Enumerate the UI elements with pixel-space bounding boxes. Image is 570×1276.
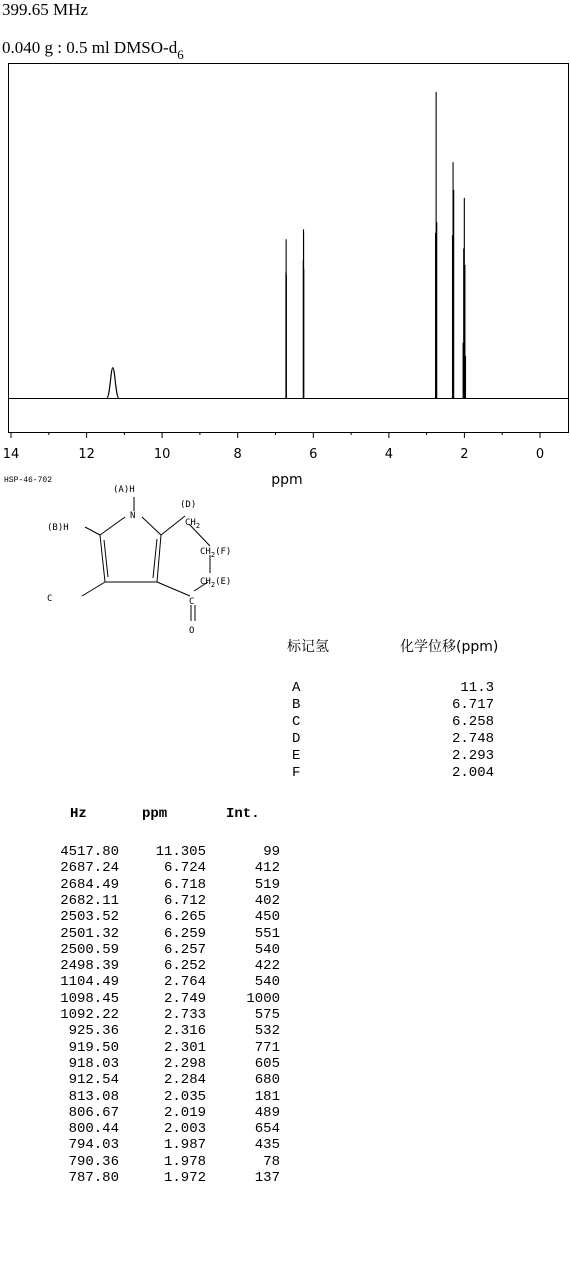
peak-int: 489: [254, 1104, 280, 1121]
peak-ppm: 2.284: [163, 1072, 206, 1089]
spectrum-peaks: [107, 92, 466, 398]
peak-hz: 1092.22: [60, 1007, 119, 1023]
peak-header-ppm: ppm: [142, 806, 168, 822]
peak-hz: 912.54: [68, 1072, 119, 1089]
peak-int: 605: [254, 1055, 280, 1072]
peak-int: 680: [254, 1072, 280, 1089]
peak-ppm: 11.305: [155, 844, 206, 860]
peak-hz: 918.03: [68, 1055, 119, 1072]
peak-ppm: 6.259: [163, 925, 206, 942]
assignment-shift: 6.717: [451, 697, 494, 713]
ch2-d-sub: 2: [195, 522, 201, 530]
assignment-shift: 2.748: [451, 731, 494, 747]
ch2-e-tag: (E): [215, 577, 232, 587]
peak-hz: 4517.80: [60, 844, 119, 860]
peak-int: 771: [254, 1039, 280, 1056]
peak-ppm: 1.978: [163, 1153, 206, 1170]
assignment-label: B: [292, 697, 301, 713]
peak-hz: 787.80: [68, 1170, 119, 1186]
peak-hz: 790.36: [68, 1153, 119, 1170]
peak-hz: 1104.49: [60, 974, 119, 991]
peak-ppm: 1.987: [163, 1137, 206, 1154]
peak-int: 435: [254, 1137, 280, 1154]
peak-hz: 925.36: [68, 1023, 119, 1040]
assignment-label: C: [292, 714, 301, 730]
label-a: (A)H: [113, 485, 135, 495]
peak-ppm: 2.749: [163, 990, 206, 1007]
ch2-f-text: CH: [200, 547, 211, 557]
assignment-label: F: [292, 765, 301, 781]
assignment-header-shift: 化学位移(ppm): [400, 639, 499, 655]
ch2-f-sub: 2: [210, 551, 216, 559]
peak-ppm: 6.718: [163, 876, 206, 893]
peak-int: 519: [254, 876, 280, 893]
peak-int: 1000: [246, 990, 280, 1007]
peak-int: 551: [254, 925, 280, 942]
nmr-spectrum-chart: [0, 0, 570, 490]
peak-ppm: 1.972: [163, 1170, 206, 1186]
peak-ppm: 2.035: [163, 1088, 206, 1105]
peak-int: 532: [254, 1023, 280, 1040]
peak-hz: 2682.11: [60, 892, 119, 909]
peak-hz: 2684.49: [60, 876, 119, 893]
assignment-shift: 2.293: [451, 748, 494, 764]
peak-int: 412: [254, 860, 280, 877]
ch2-e-sub: 2: [210, 581, 216, 589]
peak-ppm: 2.764: [163, 974, 206, 991]
peak-ppm: 2.019: [163, 1104, 206, 1121]
label-c: C: [47, 594, 53, 604]
assignment-shift: 2.004: [451, 765, 494, 781]
peak-int: 402: [254, 892, 280, 909]
peak-hz: 1098.45: [60, 990, 119, 1007]
x-tick-label: 12: [78, 447, 95, 462]
peak-int: 540: [254, 974, 280, 991]
peak-hz: 2498.39: [60, 958, 119, 975]
peak-ppm: 2.298: [163, 1055, 206, 1072]
peak-ppm: 2.733: [163, 1007, 206, 1023]
peak-header-hz: Hz: [70, 806, 87, 822]
label-b: (B)H: [47, 523, 69, 533]
label-carbonyl-c: C: [189, 597, 195, 607]
peak-hz: 2501.32: [60, 925, 119, 942]
label-ch2-e: [200, 577, 231, 589]
assignment-label: D: [292, 731, 301, 747]
peak-int: 181: [254, 1088, 280, 1105]
ch2-f-tag: (F): [215, 547, 232, 557]
peak-hz: 2503.52: [60, 909, 119, 926]
ch2-e-text: CH: [200, 577, 211, 587]
peak-ppm: 6.712: [163, 892, 206, 909]
peak-int: 422: [254, 958, 280, 975]
peak-ppm: 6.265: [163, 909, 206, 926]
x-tick-label: 8: [233, 447, 242, 462]
x-tick-label: 10: [153, 447, 171, 462]
peak-hz: 919.50: [68, 1039, 119, 1056]
x-axis-ticks: [3, 432, 544, 462]
peak-hz: 2500.59: [60, 941, 119, 958]
label-n: N: [130, 511, 136, 521]
peak-hz: 806.67: [68, 1104, 119, 1121]
peak-int: 78: [263, 1153, 280, 1170]
spectrum-code: HSP-46-702: [4, 476, 53, 485]
peak-int: 99: [263, 844, 280, 860]
peak-header-int: Int.: [226, 806, 260, 822]
peak-ppm: 2.301: [163, 1039, 206, 1056]
peak-int: 540: [254, 941, 280, 958]
molecule-structure: [30, 480, 280, 640]
sample-text: 0.040 g : 0.5 ml DMSO-d: [2, 38, 178, 57]
peak-hz: 2687.24: [60, 860, 119, 877]
spectrum-peak: [107, 368, 119, 398]
peak-ppm: 2.316: [163, 1023, 206, 1040]
peak-ppm: 6.724: [163, 860, 206, 877]
spectrometer-frequency: 399.65 MHz: [2, 0, 88, 19]
sample-subscript: 6: [177, 47, 184, 63]
x-tick-label: 0: [535, 447, 545, 462]
x-tick-label: 4: [384, 447, 394, 462]
x-tick-label: 2: [460, 447, 469, 462]
peak-int: 575: [254, 1007, 280, 1023]
peak-ppm: 2.003: [163, 1121, 206, 1138]
plot-frame: [9, 64, 569, 433]
assignment-shift: 6.258: [451, 714, 494, 730]
x-tick-label: 6: [309, 447, 318, 462]
peak-ppm: 6.252: [163, 958, 206, 975]
assignment-shift: 11.3: [460, 680, 494, 696]
x-tick-label: 14: [2, 447, 20, 462]
label-d: (D): [180, 500, 197, 510]
peak-ppm: 6.257: [163, 941, 206, 958]
peak-hz: 794.03: [68, 1137, 119, 1154]
ch2-d-text: CH: [185, 518, 196, 528]
label-ch2-f: [200, 547, 231, 559]
assignment-label: A: [292, 680, 301, 696]
peak-hz: 813.08: [68, 1088, 119, 1105]
peak-int: 654: [254, 1121, 280, 1138]
assignment-header-label: 标记氢: [287, 639, 329, 655]
peak-hz: 800.44: [68, 1121, 119, 1138]
assignment-label: E: [292, 748, 301, 764]
x-axis-label: ppm: [271, 472, 303, 488]
peak-int: 137: [254, 1170, 280, 1186]
peak-int: 450: [254, 909, 280, 926]
label-oxygen: O: [189, 626, 195, 636]
